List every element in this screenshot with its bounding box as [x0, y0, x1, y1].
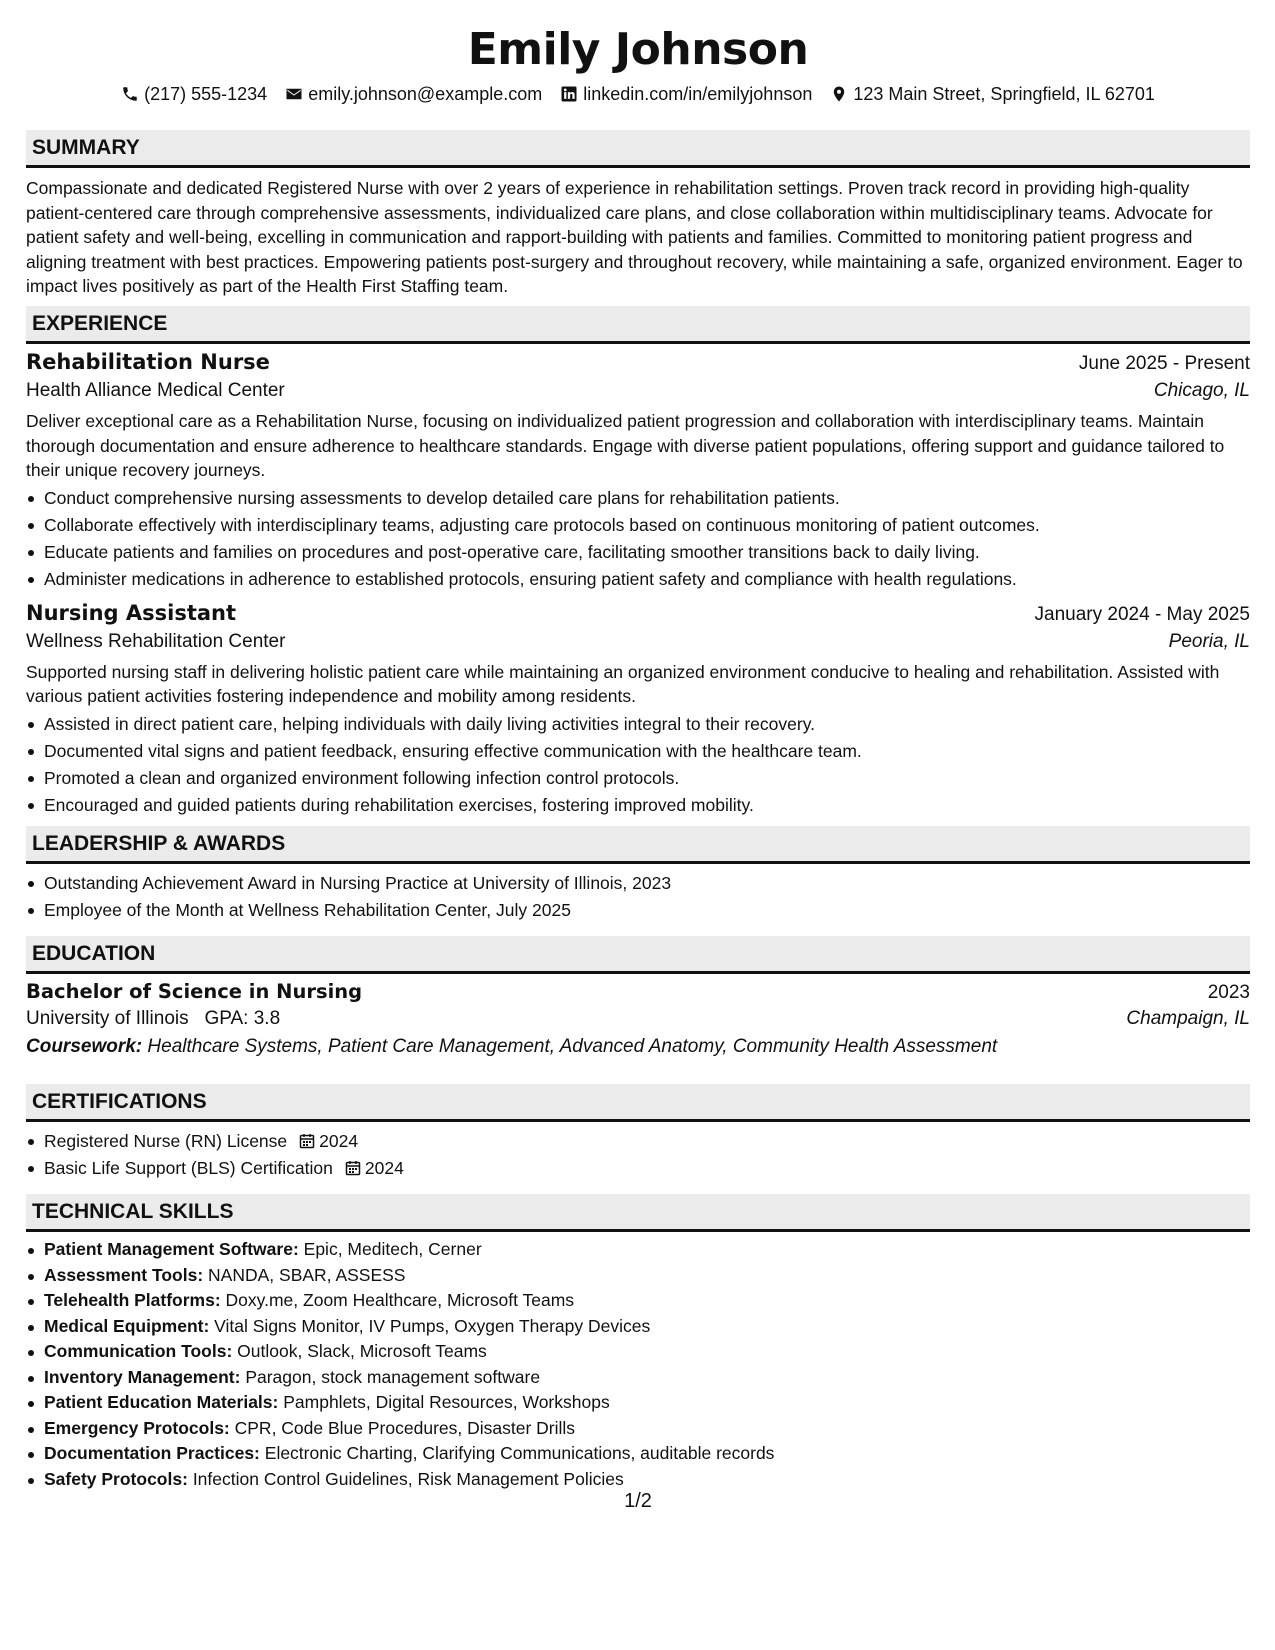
list-item: Promoted a clean and organized environment following infection control protocols. — [26, 765, 1250, 792]
calendar-icon — [299, 1133, 315, 1149]
job-title: Rehabilitation Nurse — [26, 350, 270, 374]
skill-value: Doxy.me, Zoom Healthcare, Microsoft Teams — [225, 1290, 575, 1310]
skill-value: Infection Control Guidelines, Risk Management Policies — [192, 1468, 624, 1489]
school-name: University of Illinois — [26, 1008, 189, 1029]
job-entry — [26, 601, 1250, 819]
summary-section — [26, 130, 1250, 299]
skill-label: Emergency Protocols: — [44, 1417, 230, 1438]
cert-year: 2024 — [364, 1158, 404, 1178]
skill-value: NANDA, SBAR, ASSESS — [208, 1264, 406, 1285]
job-subheader — [26, 380, 1250, 402]
contact-linkedin[interactable] — [560, 82, 812, 106]
grad-year: 2023 — [1207, 982, 1250, 1003]
skill-value: Pamphlets, Digital Resources, Workshops — [283, 1392, 610, 1412]
map-pin-icon — [830, 85, 848, 103]
list-item: Conduct comprehensive nursing assessments to develop detailed care plans for rehabilitation patients. — [26, 485, 1250, 512]
job-org: Health Alliance Medical Center — [26, 380, 285, 401]
list-item — [26, 1314, 1250, 1340]
section-heading: EDUCATION — [26, 936, 1250, 974]
list-item — [26, 1237, 1250, 1263]
skill-value: Vital Signs Monitor, IV Pumps, Oxygen Therapy Devices — [214, 1315, 651, 1336]
contact-address — [830, 82, 1155, 106]
skills-list — [26, 1237, 1250, 1492]
experience-section — [26, 306, 1250, 819]
section-heading: EXPERIENCE — [26, 306, 1250, 344]
job-bullets — [26, 711, 1250, 819]
list-item — [26, 1365, 1250, 1391]
calendar-icon — [345, 1160, 361, 1176]
list-item — [26, 1288, 1250, 1314]
coursework-label: Coursework: — [26, 1036, 143, 1057]
list-item — [26, 1441, 1250, 1467]
cert-name: Basic Life Support (BLS) Certification — [44, 1158, 333, 1178]
job-location: Chicago, IL — [1153, 380, 1250, 401]
phone-icon — [121, 85, 139, 103]
linkedin-icon — [560, 85, 578, 103]
skill-value: Paragon, stock management software — [245, 1366, 541, 1387]
cert-list — [26, 1128, 1250, 1182]
school-location: Champaign, IL — [1126, 1008, 1250, 1029]
list-item — [26, 1339, 1250, 1365]
skill-label: Safety Protocols: — [44, 1468, 188, 1489]
list-item — [26, 1467, 1250, 1493]
list-item — [26, 1263, 1250, 1289]
skill-value: CPR, Code Blue Procedures, Disaster Drills — [234, 1417, 576, 1438]
section-heading: LEADERSHIP & AWARDS — [26, 826, 1250, 864]
linkedin-text[interactable]: linkedin.com/in/emilyjohnson — [583, 84, 813, 104]
award-list — [26, 870, 1250, 924]
resume-page — [26, 0, 1250, 1650]
job-dates: January 2024 - May 2025 — [1034, 603, 1250, 625]
job-org: Wellness Rehabilitation Center — [26, 630, 286, 652]
coursework-list: Healthcare Systems, Patient Care Management, Advanced Anatomy, Community Health Assessment — [147, 1036, 998, 1057]
job-description: Supported nursing staff in delivering holistic patient care while maintaining an organized environment conducive to healing and rehabilitation. Assisted with various patient activities fostering independence and mobility among residents. — [26, 661, 1220, 707]
contact-email[interactable] — [285, 82, 542, 106]
candidate-name: Emily Johnson — [467, 24, 809, 75]
list-item — [26, 1128, 1250, 1155]
section-heading: TECHNICAL SKILLS — [26, 1194, 1250, 1232]
job-header — [26, 350, 1250, 375]
contact-bar — [26, 82, 1250, 106]
list-item — [26, 1416, 1250, 1442]
cert-name: Registered Nurse (RN) License — [44, 1131, 288, 1151]
edu-header — [26, 980, 1250, 1004]
skill-label: Assessment Tools: — [44, 1264, 204, 1285]
page-number: 1/2 — [624, 1490, 652, 1512]
skill-label: Telehealth Platforms: — [44, 1290, 221, 1310]
skill-label: Documentation Practices: — [44, 1443, 260, 1463]
list-item: Administer medications in adherence to established protocols, ensuring patient safety and compliance with health regulations. — [26, 566, 1250, 593]
list-item: Encouraged and guided patients during rehabilitation exercises, fostering improved mobility. — [26, 792, 1250, 819]
list-item: Educate patients and families on procedures and post-operative care, facilitating smoother transitions back to daily living. — [26, 539, 1250, 566]
contact-phone — [121, 82, 267, 106]
list-item: Outstanding Achievement Award in Nursing Practice at University of Illinois, 2023 — [26, 870, 1250, 897]
job-subheader — [26, 631, 1250, 653]
skill-value: Epic, Meditech, Cerner — [303, 1239, 482, 1259]
skills-section — [26, 1194, 1250, 1492]
list-item: Collaborate effectively with interdisciplinary teams, adjusting care protocols based on continuous monitoring of patient outcomes. — [26, 512, 1250, 539]
skill-label: Communication Tools: — [44, 1341, 233, 1361]
cert-year: 2024 — [319, 1131, 359, 1151]
coursework — [26, 1036, 1250, 1058]
section-heading: SUMMARY — [26, 130, 1250, 168]
list-item — [26, 1390, 1250, 1416]
job-dates: June 2025 - Present — [1078, 353, 1250, 374]
section-heading: CERTIFICATIONS — [26, 1084, 1250, 1122]
job-bullets — [26, 485, 1250, 593]
education-section — [26, 936, 1250, 1058]
skill-label: Patient Education Materials: — [44, 1392, 279, 1412]
list-item: Assisted in direct patient care, helping individuals with daily living activities integral to their recovery. — [26, 711, 1250, 738]
phone-text: (217) 555-1234 — [144, 84, 268, 104]
leadership-section — [26, 826, 1250, 924]
job-location: Peoria, IL — [1168, 630, 1250, 652]
gpa: GPA: 3.8 — [204, 1008, 281, 1029]
list-item — [26, 1155, 1250, 1182]
skill-value: Electronic Charting, Clarifying Communications, auditable records — [264, 1443, 775, 1463]
address-text: 123 Main Street, Springfield, IL 62701 — [853, 84, 1155, 104]
list-item: Documented vital signs and patient feedback, ensuring effective communication with the healthcare team. — [26, 738, 1250, 765]
list-item: Employee of the Month at Wellness Rehabilitation Center, July 2025 — [26, 897, 1250, 924]
school-line — [26, 1008, 280, 1030]
certifications-section — [26, 1084, 1250, 1182]
skill-label: Patient Management Software: — [44, 1239, 299, 1259]
envelope-icon — [285, 85, 303, 103]
job-header — [26, 601, 1250, 626]
skill-label: Inventory Management: — [44, 1366, 241, 1387]
degree: Bachelor of Science in Nursing — [26, 980, 363, 1003]
job-description: Deliver exceptional care as a Rehabilitation Nurse, focusing on individualized patient progression and collaboration with interdisciplinary teams. Maintain thorough documentation and ensure adherence to healthcare standards. Engage with diverse patient populations, offering support and guidance tailored to their unique recovery journeys. — [26, 411, 1225, 481]
skill-value: Outlook, Slack, Microsoft Teams — [237, 1341, 487, 1361]
skill-label: Medical Equipment: — [44, 1315, 210, 1336]
email-text[interactable]: emily.johnson@example.com — [308, 84, 543, 104]
job-entry — [26, 350, 1250, 593]
edu-subheader — [26, 1008, 1250, 1030]
summary-text: Compassionate and dedicated Registered Nurse with over 2 years of experience in rehabilitation settings. Proven track record in providing high-quality patient-centered care through comprehensive assessments, individualized care plans, and close collaboration within multidisciplinary teams. Advocate for patient safety and well-being, excelling in communication and rapport-building with patients and families. Committed to monitoring patient progress and aligning treatment with best practices. Empowering patients post-surgery and throughout recovery, while maintaining a safe, organized environment. Eager to impact lives positively as part of the Health First Staffing team. — [26, 178, 1243, 297]
job-title: Nursing Assistant — [26, 600, 237, 625]
